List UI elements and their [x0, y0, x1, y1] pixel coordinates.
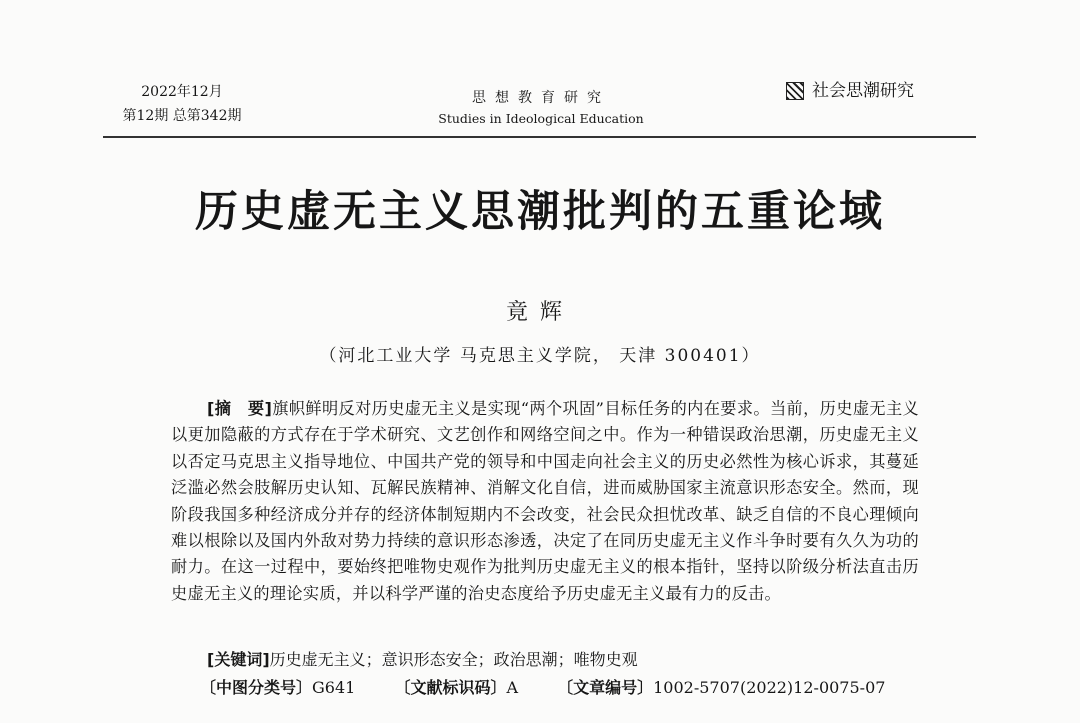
classification-line	[200, 676, 885, 700]
header-rule	[103, 136, 976, 138]
keywords-line	[207, 648, 638, 672]
hatched-square-icon	[786, 82, 804, 100]
article-number-label: 〔文章编号〕	[557, 678, 654, 697]
journal-name	[405, 88, 677, 129]
issue-date: 2022年12月	[141, 84, 223, 100]
clc-number	[200, 676, 355, 700]
column-name: 社会思潮研究	[812, 81, 914, 101]
abstract-label: [摘 要]	[207, 399, 273, 418]
document-code-label: 〔文献标识码〕	[394, 678, 507, 697]
abstract-text: 旗帜鲜明反对历史虚无主义是实现“两个巩固”目标任务的内在要求。当前，历史虚无主义以更加隐蔽的方式存在于学术研究、文艺创作和网络空间之中。作为一种错误政治思潮，历史虚无主义以否定马克思主义指导地位、中国共产党的领导和中国走向社会主义的历史必然性为核心诉求，其蔓延泛滥必然会肢解历史认知、瓦解民族精神、消解文化自信，进而威胁国家主流意识形态安全。然而，现阶段我国多种经济成分并存的经济体制短期内不会改变，社会民众担忧改革、缺乏自信的不良心理倾向难以根除以及国内外敌对势力持续的意识形态渗透，决定了在同历史虚无主义作斗争时要有久久为功的耐力。在这一过程中，要始终把唯物史观作为批判历史虚无主义的根本指针，坚持以阶级分析法直击历史虚无主义的理论实质，并以科学严谨的治史态度给予历史虚无主义最有力的反击。	[171, 399, 919, 603]
journal-name-en: Studies in Ideological Education	[438, 111, 644, 126]
clc-value: G641	[312, 678, 356, 697]
issue-info	[112, 80, 252, 128]
column-section	[786, 80, 914, 102]
clc-label: 〔中图分类号〕	[200, 678, 313, 697]
article-number	[557, 676, 885, 700]
issue-number: 第12期 总第342期	[122, 108, 242, 124]
author-affiliation: （河北工业大学 马克思主义学院， 天津 300401）	[319, 346, 761, 366]
journal-name-cn: 思想教育研究	[472, 90, 610, 106]
article-author: 竟辉	[505, 300, 574, 325]
article-number-value: 1002-5707(2022)12-0075-07	[653, 678, 886, 697]
document-code	[394, 676, 518, 700]
keywords-text: 历史虚无主义；意识形态安全；政治思潮；唯物史观	[269, 650, 638, 669]
article-title: 历史虚无主义思潮批判的五重论域	[195, 187, 885, 237]
keywords-label: [关键词]	[207, 650, 270, 669]
document-code-value: A	[506, 678, 519, 697]
abstract-paragraph	[171, 396, 919, 607]
